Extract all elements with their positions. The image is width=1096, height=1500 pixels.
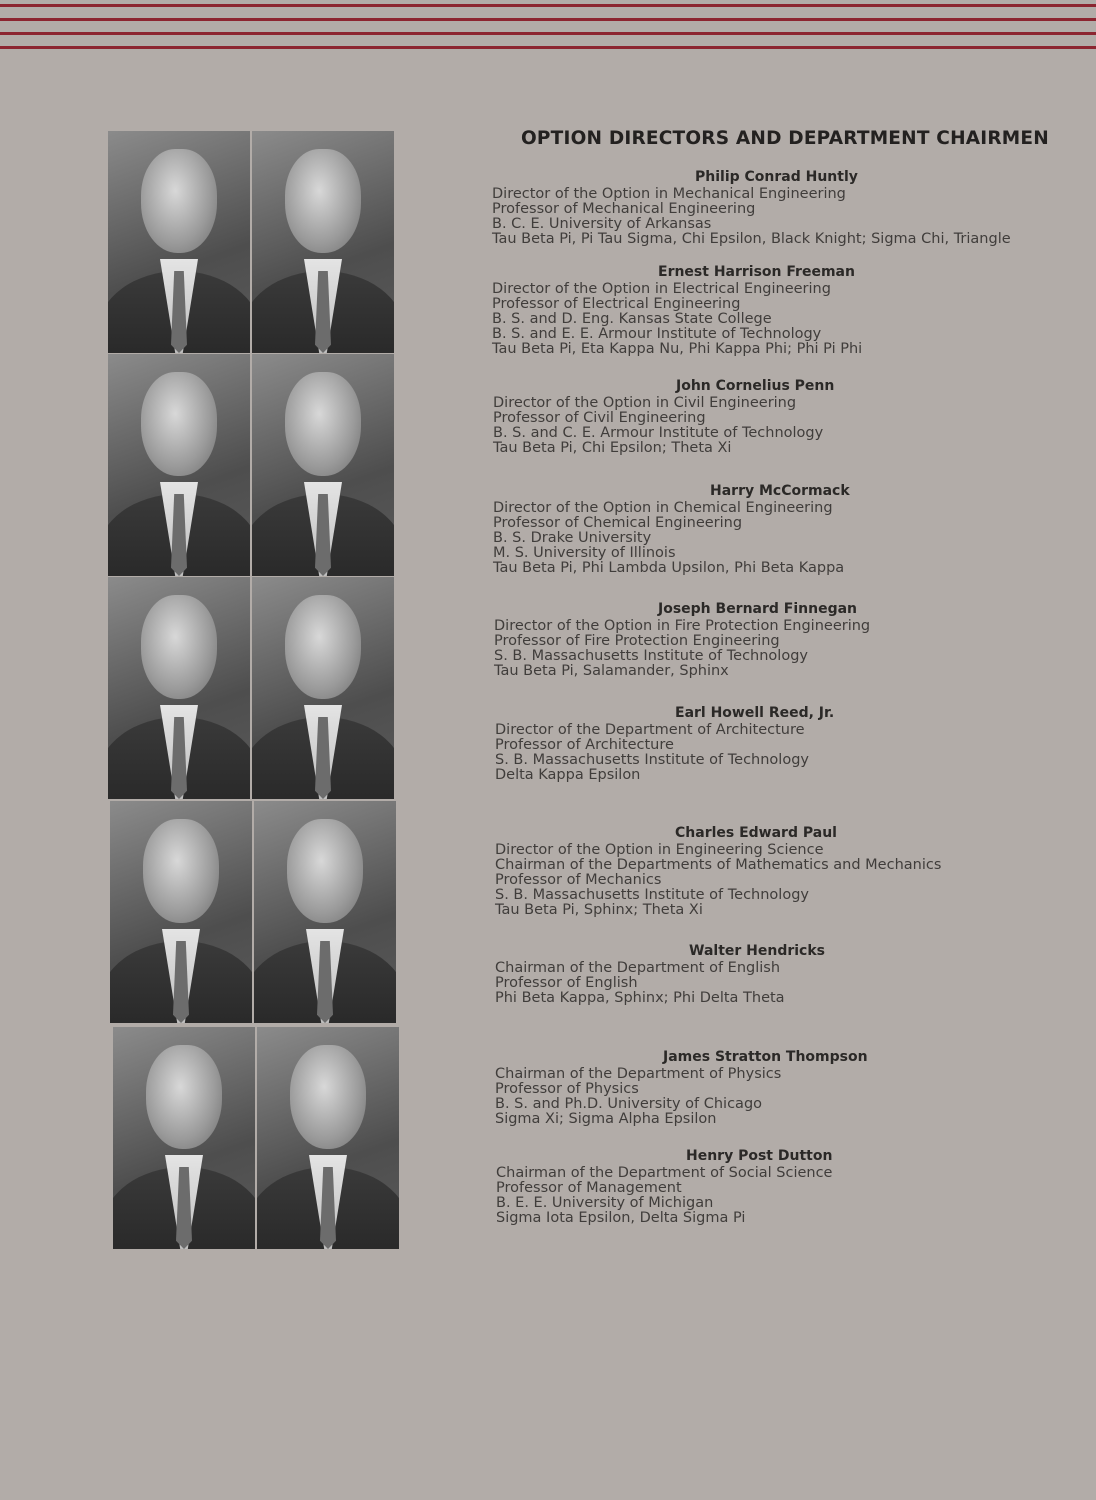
faculty-detail-line: S. B. Massachusetts Institute of Technology (495, 752, 809, 768)
faculty-detail-line: Tau Beta Pi, Pi Tau Sigma, Chi Epsilon, Black Knight; Sigma Chi, Triangle (492, 231, 1011, 247)
faculty-detail-line: Professor of Fire Protection Engineering (494, 633, 780, 649)
faculty-detail-line: B. C. E. University of Arkansas (492, 216, 712, 232)
faculty-detail-line: B. S. and Ph.D. University of Chicago (495, 1096, 763, 1112)
faculty-detail-line: Director of the Option in Engineering Science (495, 842, 824, 858)
faculty-detail-line: S. B. Massachusetts Institute of Technology (494, 648, 808, 664)
faculty-entry (495, 1048, 1055, 1127)
faculty-detail-line: Professor of Architecture (495, 737, 674, 753)
faculty-name: Harry McCormack (710, 483, 850, 499)
faculty-entry (493, 482, 1053, 576)
faculty-entry (492, 168, 1052, 247)
decorative-rule (0, 46, 1096, 49)
faculty-detail-line: Director of the Option in Fire Protection Engineering (494, 618, 871, 634)
faculty-detail-line: Director of the Department of Architecture (495, 722, 805, 738)
faculty-entry (493, 377, 1053, 456)
decorative-rule (0, 32, 1096, 35)
faculty-detail-line: Professor of Mechanical Engineering (492, 201, 756, 217)
portrait-photo (108, 577, 250, 799)
faculty-entry (496, 1147, 1056, 1226)
faculty-detail-line: Professor of Chemical Engineering (493, 515, 743, 531)
faculty-detail-line: B. S. and D. Eng. Kansas State College (492, 311, 772, 327)
page-title: OPTION DIRECTORS AND DEPARTMENT CHAIRMEN (521, 128, 1049, 149)
faculty-detail-line: Tau Beta Pi, Eta Kappa Nu, Phi Kappa Phi; Phi Pi Phi (492, 341, 863, 357)
faculty-detail-line: Director of the Option in Chemical Engineering (493, 500, 833, 516)
faculty-detail-line: Director of the Option in Civil Engineering (493, 395, 797, 411)
faculty-detail-line: Chairman of the Department of Physics (495, 1066, 782, 1082)
faculty-detail-line: B. S. Drake University (493, 530, 652, 546)
faculty-detail-line: B. E. E. University of Michigan (496, 1195, 714, 1211)
faculty-entry (495, 704, 1055, 783)
faculty-detail-line: Tau Beta Pi, Phi Lambda Upsilon, Phi Beta Kappa (493, 560, 845, 576)
portrait-photo (254, 801, 396, 1023)
decorative-rule (0, 4, 1096, 7)
faculty-entry (492, 263, 1052, 357)
faculty-detail-line: Chairman of the Departments of Mathematics and Mechanics (495, 857, 942, 873)
portrait-photo (108, 354, 250, 576)
faculty-detail-line: S. B. Massachusetts Institute of Technology (495, 887, 809, 903)
faculty-detail-line: Sigma Xi; Sigma Alpha Epsilon (495, 1111, 717, 1127)
faculty-entry (495, 942, 1055, 1006)
faculty-detail-line: Tau Beta Pi, Salamander, Sphinx (494, 663, 729, 679)
faculty-detail-line: Chairman of the Department of Social Science (496, 1165, 833, 1181)
faculty-name: Earl Howell Reed, Jr. (675, 705, 835, 721)
faculty-detail-line: Professor of Electrical Engineering (492, 296, 741, 312)
portrait-grid (108, 131, 400, 1251)
faculty-detail-line: Sigma Iota Epsilon, Delta Sigma Pi (496, 1210, 746, 1226)
faculty-name: Charles Edward Paul (675, 825, 837, 841)
faculty-name: Philip Conrad Huntly (695, 169, 858, 185)
portrait-photo (110, 801, 252, 1023)
faculty-name: Walter Hendricks (689, 943, 826, 959)
faculty-detail-line: B. S. and E. E. Armour Institute of Technology (492, 326, 822, 342)
faculty-detail-line: Director of the Option in Mechanical Engineering (492, 186, 846, 202)
faculty-detail-line: Tau Beta Pi, Chi Epsilon; Theta Xi (493, 440, 732, 456)
faculty-detail-line: Professor of English (495, 975, 638, 991)
faculty-name: James Stratton Thompson (663, 1049, 868, 1065)
decorative-rule (0, 18, 1096, 21)
faculty-detail-line: Professor of Civil Engineering (493, 410, 706, 426)
faculty-detail-line: Delta Kappa Epsilon (495, 767, 641, 783)
faculty-name: Ernest Harrison Freeman (658, 264, 855, 280)
faculty-detail-line: Professor of Mechanics (495, 872, 662, 888)
portrait-photo (257, 1027, 399, 1249)
faculty-detail-line: Chairman of the Department of English (495, 960, 781, 976)
portrait-photo (252, 354, 394, 576)
portrait-photo (113, 1027, 255, 1249)
faculty-entry (494, 600, 1054, 679)
faculty-name: Henry Post Dutton (686, 1148, 833, 1164)
portrait-photo (252, 131, 394, 353)
faculty-entry (495, 824, 1055, 918)
faculty-detail-line: B. S. and C. E. Armour Institute of Technology (493, 425, 824, 441)
faculty-detail-line: M. S. University of Illinois (493, 545, 676, 561)
faculty-detail-line: Phi Beta Kappa, Sphinx; Phi Delta Theta (495, 990, 785, 1006)
portrait-photo (252, 577, 394, 799)
faculty-detail-line: Professor of Physics (495, 1081, 639, 1097)
faculty-name: Joseph Bernard Finnegan (658, 601, 858, 617)
faculty-name: John Cornelius Penn (676, 378, 835, 394)
faculty-detail-line: Tau Beta Pi, Sphinx; Theta Xi (495, 902, 703, 918)
portrait-photo (108, 131, 250, 353)
faculty-detail-line: Director of the Option in Electrical Engineering (492, 281, 831, 297)
faculty-detail-line: Professor of Management (496, 1180, 682, 1196)
